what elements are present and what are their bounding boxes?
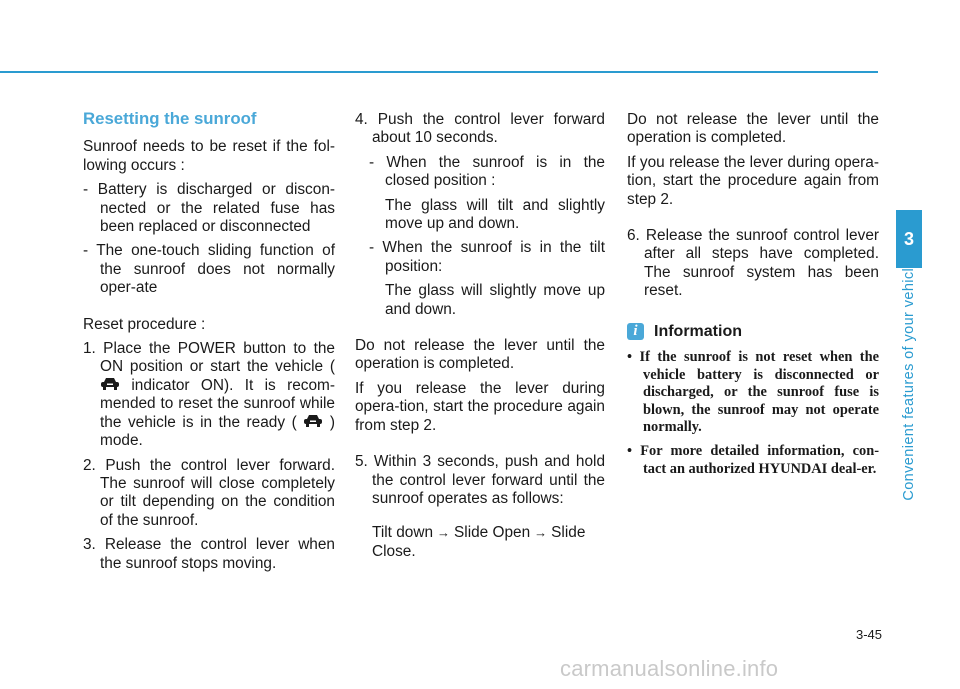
note-if-release: If you release the lever during opera-tion, start the procedure again from step 2. xyxy=(355,379,605,434)
page-number: 3-45 xyxy=(855,627,882,642)
col3-note-if-release: If you release the lever during opera-tion, start the procedure again from step 2. xyxy=(627,153,879,208)
sequence-slide-open: Slide Open xyxy=(454,524,531,542)
info-icon: i xyxy=(627,323,644,340)
arrow-right-icon: → xyxy=(534,525,548,541)
arrow-right-icon: → xyxy=(437,525,451,541)
section-title: Resetting the sunroof xyxy=(83,109,257,128)
step-1-text-a: 1. Place the POWER button to the ON position or start the vehicle ( xyxy=(83,340,335,376)
step-4-closed-position: - When the sunroof is in the closed position : xyxy=(369,153,605,190)
ready-indicator-car-icon xyxy=(100,377,120,391)
step-1-text-c: ) mode. xyxy=(100,413,336,450)
step-4-closed-result: The glass will tilt and slightly move up and down. xyxy=(385,196,605,233)
sunroof-sequence xyxy=(355,524,605,561)
watermark-text: carmanualsonline.info xyxy=(560,656,779,681)
column-3 xyxy=(627,111,879,478)
step-4-tilt-position: - When the sunroof is in the tilt position: xyxy=(369,239,605,275)
chapter-tab: 3 xyxy=(896,210,922,268)
intro-text: Sunroof needs to be reset if the fol-lowing occurs : xyxy=(83,138,335,174)
step-1-text-b: indicator ON). It is recom-mended to reset the sunroof while the vehicle is in the ready ( xyxy=(100,376,335,431)
condition-battery: - Battery is discharged or discon-nected or the related fuse has been replaced or disconnected xyxy=(83,181,335,236)
header-rule xyxy=(0,71,878,73)
ready-indicator-car-icon xyxy=(303,414,323,428)
col3-note-do-not-release: Do not release the lever until the operation is completed. xyxy=(627,111,879,147)
column-2 xyxy=(355,111,605,561)
step-6: 6. Release the sunroof control lever after all steps have completed. The sunroof system has been reset. xyxy=(627,227,879,300)
step-4: 4. Push the control lever forward about 10 seconds. xyxy=(355,111,605,147)
step-2: 2. Push the control lever forward. The sunroof will close completely or tilt depending on the condition of the sunroof. xyxy=(83,456,335,529)
chapter-title: Convenient features of your vehicle xyxy=(901,259,917,501)
sequence-slide-close: Slide Close. xyxy=(372,524,586,560)
step-4-tilt-result: The glass will slightly move up and down. xyxy=(385,282,605,318)
info-bullet-2: • For more detailed information, con-tact an authorized HYUNDAI deal-er. xyxy=(627,443,879,477)
note-do-not-release: Do not release the lever until the operation is completed. xyxy=(355,337,605,373)
sequence-tilt-down: Tilt down xyxy=(372,524,434,542)
info-bullet-1: • If the sunroof is not reset when the vehicle battery is disconnected or discharged, or the sunroof fuse is blown, the sunroof may not operate normally. xyxy=(627,349,879,436)
step-1 xyxy=(83,340,335,450)
information-title: Information xyxy=(654,322,742,340)
step-3: 3. Release the control lever when the sunroof stops moving. xyxy=(83,536,335,572)
condition-sliding: - The one-touch sliding function of the sunroof does not normally oper-ate xyxy=(83,242,335,297)
reset-procedure-label: Reset procedure : xyxy=(83,315,206,333)
step-5: 5. Within 3 seconds, push and hold the control lever forward until the sunroof operates as follows: xyxy=(355,453,605,507)
information-header xyxy=(627,323,879,341)
column-1 xyxy=(83,108,335,573)
